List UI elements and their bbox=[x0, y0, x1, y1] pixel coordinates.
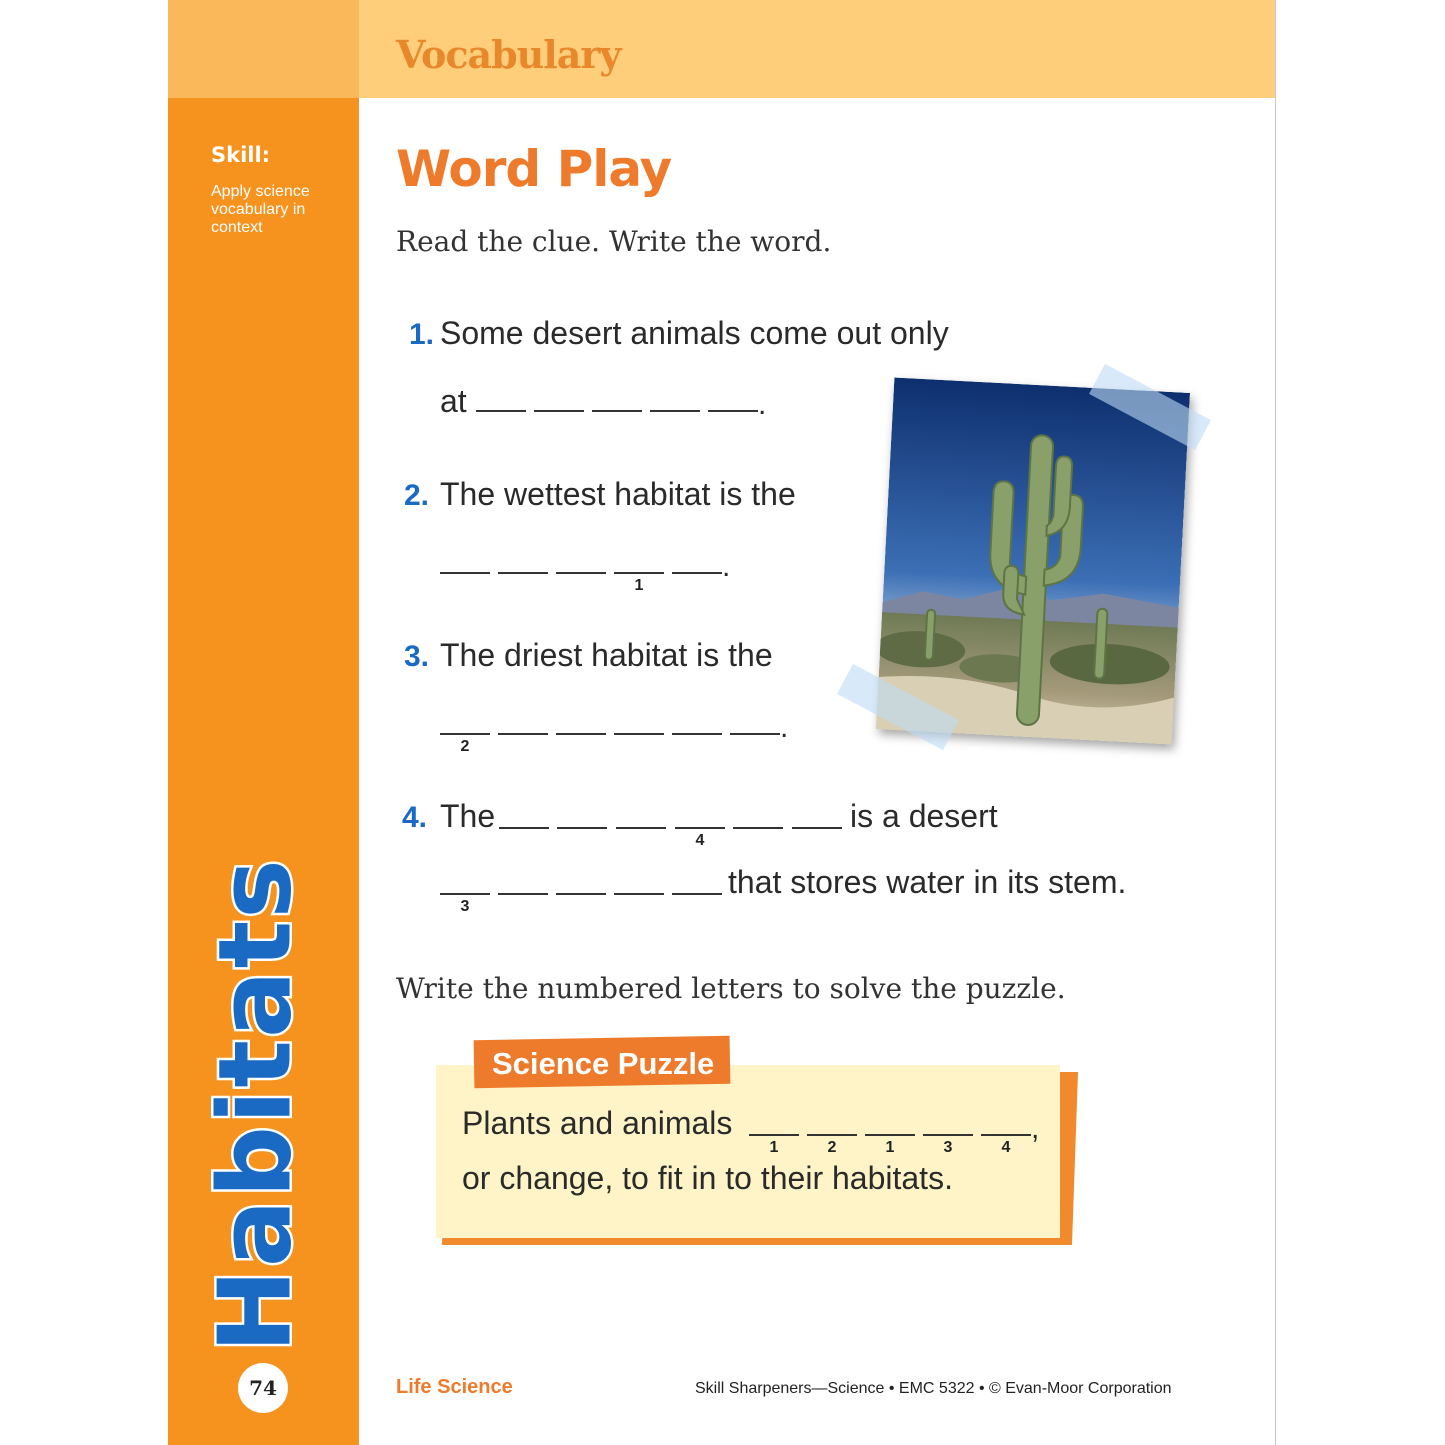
answer-blank[interactable] bbox=[556, 893, 606, 895]
answer-blank[interactable] bbox=[557, 827, 607, 829]
question-prefix: The bbox=[440, 798, 496, 834]
question-number: 3. bbox=[404, 640, 430, 673]
answer-blank[interactable] bbox=[614, 572, 664, 574]
puzzle-line-1: Plants and animals bbox=[462, 1105, 733, 1141]
question-text: Some desert animals come out only bbox=[440, 315, 949, 351]
page-title: Word Play bbox=[396, 140, 672, 198]
blank-number: 1 bbox=[769, 1139, 779, 1156]
answer-blank[interactable] bbox=[440, 733, 490, 735]
question-number: 1. bbox=[409, 318, 435, 351]
answer-blank[interactable] bbox=[650, 410, 700, 412]
blank-number: 2 bbox=[460, 738, 470, 755]
question-text: The wettest habitat is the bbox=[440, 476, 796, 512]
puzzle-instruction: Write the numbered letters to solve the puzzle. bbox=[396, 972, 1066, 1005]
footer-credit: Skill Sharpeners—Science • EMC 5322 • © Evan-Moor Corporation bbox=[695, 1380, 1172, 1397]
question-number: 2. bbox=[404, 479, 430, 512]
answer-blank[interactable] bbox=[499, 827, 549, 829]
blank-number: 4 bbox=[1001, 1139, 1011, 1156]
question-number: 4. bbox=[402, 801, 428, 834]
puzzle-blank[interactable] bbox=[981, 1134, 1031, 1136]
answer-blank[interactable] bbox=[614, 733, 664, 735]
puzzle-blank[interactable] bbox=[923, 1134, 973, 1136]
answer-blank[interactable] bbox=[675, 827, 725, 829]
blank-number: 2 bbox=[827, 1139, 837, 1156]
answer-blank[interactable] bbox=[556, 733, 606, 735]
answer-blank[interactable] bbox=[498, 572, 548, 574]
saguaro-cactus-image bbox=[876, 377, 1190, 744]
answer-blank[interactable] bbox=[498, 893, 548, 895]
period: . bbox=[758, 388, 767, 421]
answer-blank[interactable] bbox=[672, 893, 722, 895]
period: . bbox=[780, 711, 789, 744]
blank-number: 4 bbox=[695, 832, 705, 849]
answer-blank[interactable] bbox=[440, 893, 490, 895]
footer-subject: Life Science bbox=[396, 1376, 513, 1398]
answer-blank[interactable] bbox=[792, 827, 842, 829]
question-prefix: at bbox=[440, 383, 467, 419]
instruction: Read the clue. Write the word. bbox=[396, 225, 832, 258]
answer-blank[interactable] bbox=[733, 827, 783, 829]
puzzle-title: Science Puzzle bbox=[492, 1046, 715, 1081]
question-suffix: that stores water in its stem. bbox=[728, 864, 1127, 900]
blank-number: 3 bbox=[943, 1139, 953, 1156]
blank-number: 1 bbox=[634, 577, 644, 594]
answer-blank[interactable] bbox=[672, 572, 722, 574]
cactus-photo bbox=[876, 377, 1190, 744]
answer-blank[interactable] bbox=[498, 733, 548, 735]
answer-blank[interactable] bbox=[730, 733, 780, 735]
answer-blank[interactable] bbox=[440, 572, 490, 574]
answer-blank[interactable] bbox=[476, 410, 526, 412]
unit-title: Habitats bbox=[196, 857, 314, 1353]
answer-blank[interactable] bbox=[534, 410, 584, 412]
answer-blank[interactable] bbox=[616, 827, 666, 829]
puzzle-blank[interactable] bbox=[807, 1134, 857, 1136]
answer-blank[interactable] bbox=[614, 893, 664, 895]
puzzle-blank[interactable] bbox=[865, 1134, 915, 1136]
question-text: The driest habitat is the bbox=[440, 637, 773, 673]
skill-description: Apply science vocabulary in context bbox=[211, 183, 310, 236]
period: . bbox=[722, 550, 731, 583]
answer-blank[interactable] bbox=[556, 572, 606, 574]
page-number: 74 bbox=[238, 1363, 288, 1413]
answer-blank[interactable] bbox=[592, 410, 642, 412]
page-border bbox=[1275, 0, 1276, 1445]
skill-label: Skill: bbox=[211, 143, 271, 167]
puzzle-blank[interactable] bbox=[749, 1134, 799, 1136]
blank-number: 1 bbox=[885, 1139, 895, 1156]
blank-number: 3 bbox=[460, 898, 470, 915]
comma: , bbox=[1031, 1112, 1040, 1145]
puzzle-line-2: or change, to fit in to their habitats. bbox=[462, 1160, 953, 1196]
answer-blank[interactable] bbox=[708, 410, 758, 412]
answer-blank[interactable] bbox=[672, 733, 722, 735]
sidebar-top-band bbox=[168, 0, 359, 98]
section-title: Vocabulary bbox=[396, 32, 621, 77]
question-suffix: is a desert bbox=[850, 798, 998, 834]
